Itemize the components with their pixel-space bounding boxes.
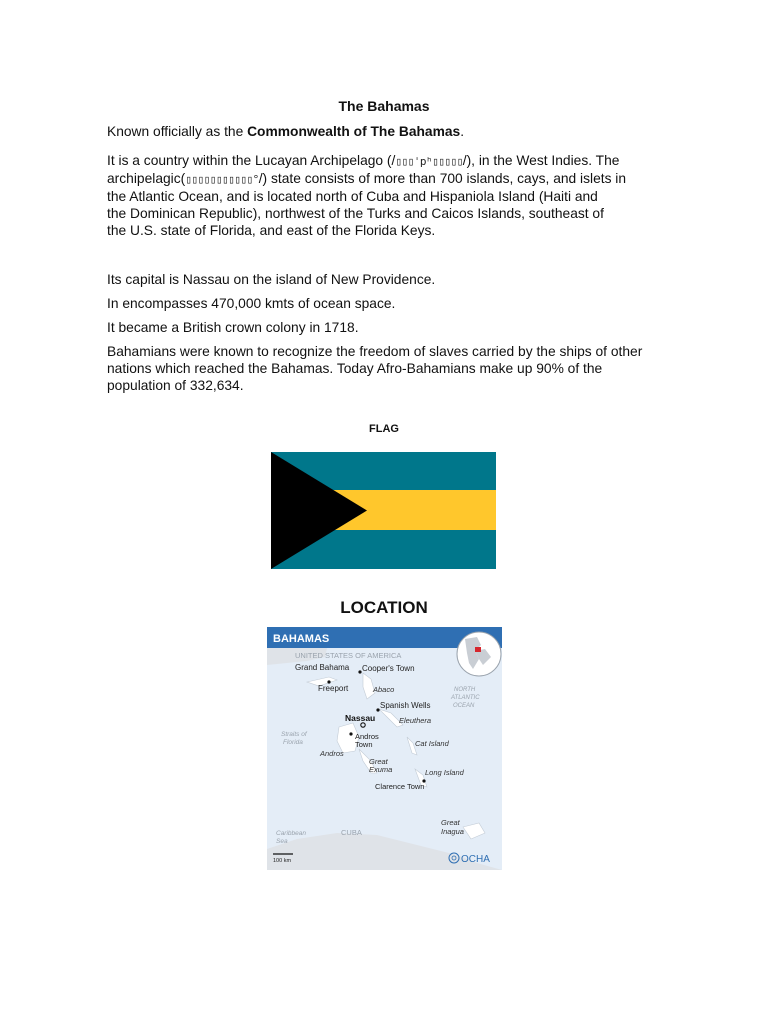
intro-paragraph: [107, 152, 667, 239]
intro-line-1-a: It is a country within the Lucayan Archipelago (/: [107, 153, 396, 168]
map-label-grand-bahama: Grand Bahama: [295, 663, 350, 672]
intro-line-1: [107, 152, 667, 170]
map-label-freeport: Freeport: [318, 684, 349, 693]
intro-line-1-b: /), in the West Indies. The: [462, 153, 620, 168]
official-name-prefix: Known officially as the: [107, 124, 248, 139]
bahamians-line-3: population of 332,634.: [107, 378, 244, 393]
intro-line-4: the Dominican Republic), northwest of the Turks and Caicos Islands, southeast of: [107, 206, 604, 221]
flag-label: FLAG: [369, 423, 399, 435]
map-label-andros: Andros: [320, 749, 344, 758]
map-label-straits-2: Florida: [283, 739, 303, 746]
map-label-eleuthera: Eleuthera: [399, 716, 432, 725]
map-label-caribbean-2: Sea: [276, 838, 288, 845]
intro-line-2: [107, 170, 667, 188]
map-label-caribbean-1: Caribbean: [276, 830, 306, 837]
map-label-cuba: CUBA: [341, 828, 362, 837]
map-label-cat-island: Cat Island: [415, 739, 449, 748]
map-label-ocean: OCEAN: [453, 703, 475, 709]
map-label-nassau: Nassau: [345, 713, 376, 723]
intro-line-2-b: /) state consists of more than 700 islands, cays, and islets in: [258, 171, 627, 186]
map-label-great-exuma-1: Great: [369, 757, 388, 766]
official-name-suffix: .: [460, 124, 465, 139]
capital-sentence: Its capital is Nassau on the island of New Providence.: [107, 272, 436, 287]
bahamians-line-1: Bahamians were known to recognize the freedom of slaves carried by the ships of other: [107, 344, 643, 359]
ipa-glyphs-2: ▯▯▯▯▯▯▯▯▯▯▯°: [185, 173, 259, 186]
map-label-long-island: Long Island: [425, 768, 464, 777]
ocean-space-sentence: In encompasses 470,000 kmts of ocean space.: [107, 296, 396, 311]
bahamians-paragraph: [107, 343, 667, 394]
map-label-abaco: Abaco: [373, 685, 395, 694]
map-scale-label: 100 km: [273, 858, 292, 864]
map-label-spanish-wells: Spanish Wells: [380, 701, 431, 710]
location-heading: LOCATION: [340, 598, 428, 617]
map-label-coopers-town: Cooper's Town: [362, 664, 415, 673]
map-label-andros-town-1: Andros: [355, 732, 379, 741]
document-title: The Bahamas: [338, 98, 430, 114]
ocha-logo-text: OCHA: [461, 854, 490, 865]
map-label-great-exuma-2: Exuma: [369, 765, 393, 774]
intro-line-5: the U.S. state of Florida, and east of the Florida Keys.: [107, 223, 436, 238]
map-label-great-inagua-2: Inagua: [441, 827, 464, 836]
bahamas-location-map: [267, 627, 502, 870]
map-header-title: BAHAMAS: [273, 633, 330, 645]
map-label-north: NORTH: [454, 687, 476, 693]
official-name-line: [107, 123, 647, 140]
ipa-glyphs-1: ▯▯▯ˈpʰ▯▯▯▯▯: [395, 155, 463, 168]
intro-line-3: the Atlantic Ocean, and is located north of Cuba and Hispaniola Island (Haiti and: [107, 189, 598, 204]
marker-andros-town: [349, 732, 352, 735]
globe-highlight: [475, 647, 481, 652]
map-label-great-inagua-1: Great: [441, 818, 460, 827]
bahamas-flag: [271, 452, 496, 569]
bahamians-line-2: nations which reached the Bahamas. Today Afro-Bahamians make up 90% of the: [107, 361, 603, 376]
official-name-bold: Commonwealth of The Bahamas: [247, 124, 461, 139]
map-label-atlantic: ATLANTIC: [451, 695, 480, 701]
map-label-usa: UNITED STATES OF AMERICA: [295, 651, 402, 660]
intro-line-2-a: archipelagic(: [107, 171, 186, 186]
map-label-andros-town-2: Town: [355, 740, 373, 749]
colony-sentence: It became a British crown colony in 1718.: [107, 320, 359, 335]
map-label-clarence-town: Clarence Town: [375, 782, 425, 791]
map-label-straits-1: Straits of: [281, 731, 307, 738]
